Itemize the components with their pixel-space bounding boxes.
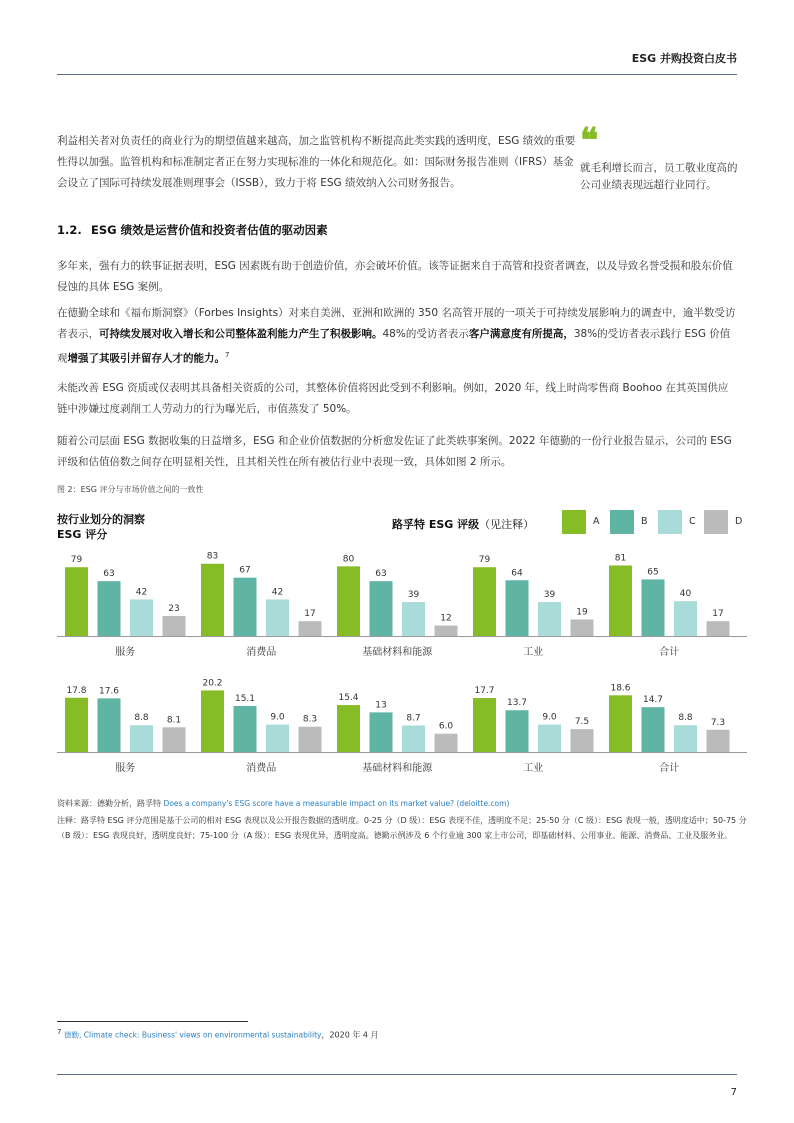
bar-value-label: 8.8 bbox=[134, 713, 149, 724]
bar-消费品-A bbox=[201, 564, 224, 636]
legend-label-a: A bbox=[593, 516, 600, 527]
bar-消费品-B bbox=[234, 706, 257, 752]
category-label: 消费品 bbox=[246, 763, 277, 774]
bar-value-label: 17.7 bbox=[474, 686, 495, 697]
footnote-date: ，2020 年 4 月 bbox=[321, 1030, 379, 1040]
bar-工业-D bbox=[571, 619, 594, 636]
bar-value-label: 64 bbox=[511, 568, 523, 579]
bar-value-label: 19 bbox=[576, 607, 588, 618]
bar-value-label: 15.1 bbox=[234, 693, 256, 704]
legend-title-bold: 路孚特 ESG 评级 bbox=[392, 518, 480, 531]
legend-swatch-c bbox=[658, 510, 682, 534]
bar-消费品-B bbox=[234, 578, 257, 636]
source-label: 资料来源：德勤分析，路孚特 bbox=[57, 799, 164, 808]
bar-工业-C bbox=[538, 602, 561, 636]
bar-value-label: 83 bbox=[206, 551, 219, 562]
bar-合计-D bbox=[707, 730, 730, 752]
para3-text-2: 48%的受访者表示 bbox=[382, 328, 469, 340]
section-title: ESG 绩效是运营价值和投资者估值的驱动因素 bbox=[91, 223, 328, 237]
bar-基础材料和能源-D bbox=[435, 626, 458, 636]
bar-合计-B bbox=[642, 579, 665, 636]
legend-swatch-d bbox=[704, 510, 728, 534]
paragraph-1: 利益相关者对负责任的商业行为的期望值越来越高，加之监管机构不断提高此类实践的透明度，ESG 绩效的重要性得以加强。监管机构和标准制定者正在努力实现标准的一体化和规范化。如：国际财务报告准则（IFRS）基金会设立了国际可持续发展准则理事会（ISSB），致力于将 ESG 绩效纳入公司财务报告。 bbox=[57, 135, 576, 189]
bar-服务-A bbox=[65, 698, 88, 752]
bar-value-label: 81 bbox=[614, 553, 627, 564]
paragraph-2: 多年来，强有力的轶事证据表明，ESG 因素既有助于创造价值，亦会破坏价值。该等证据来自于高管和投资者调查，以及导致名誉受损和股东价值侵蚀的具体 ESG 案例。 bbox=[57, 260, 733, 293]
valuation-multiple-chart bbox=[57, 670, 747, 780]
bar-消费品-C bbox=[266, 725, 289, 752]
para3-bold-3: 增强了其吸引并留存人才的能力。 bbox=[67, 352, 225, 365]
bar-value-label: 39 bbox=[407, 590, 420, 601]
quote-icon: ❝ bbox=[580, 121, 599, 161]
bar-基础材料和能源-D bbox=[435, 734, 458, 752]
bar-服务-C bbox=[130, 599, 153, 636]
bar-value-label: 80 bbox=[342, 554, 355, 565]
header-title: ESG 并购投资白皮书 bbox=[631, 52, 737, 65]
footnote-divider bbox=[57, 1021, 248, 1022]
bar-value-label: 17.8 bbox=[66, 685, 87, 696]
bar-value-label: 42 bbox=[135, 587, 148, 598]
bar-工业-C bbox=[538, 725, 561, 752]
bar-value-label: 17 bbox=[712, 609, 724, 620]
bar-value-label: 13 bbox=[375, 700, 387, 711]
legend-label-b: B bbox=[641, 516, 648, 527]
legend-swatch-a bbox=[562, 510, 586, 534]
para3-text-3: 38%的受访者表示践行 ESG 价值观 bbox=[57, 328, 731, 365]
category-label: 合计 bbox=[659, 647, 680, 658]
bar-value-label: 42 bbox=[271, 587, 284, 598]
para3-bold-2: 客户满意度有所提高， bbox=[468, 328, 574, 340]
bar-value-label: 79 bbox=[478, 555, 491, 566]
para3-text-1: 在德勤全球和《福布斯洞察》（Forbes Insights）对来自美洲、亚洲和欧洲的 350 名高管开展的一项关于可持续发展影响力的调查中，逾半数受访者表示， bbox=[57, 307, 736, 340]
bar-消费品-D bbox=[299, 727, 322, 752]
bar-合计-C bbox=[674, 725, 697, 752]
paragraph-5: 随着公司层面 ESG 数据收集的日益增多，ESG 和企业价值数据的分析愈发佐证了此类轶事案例。2022 年德勤的一份行业报告显示，公司的 ESG 评级和估值倍数之间存在明显相关性，且其相关性在所有被估行业中表现一致，具体如图 2 所示。 bbox=[57, 435, 732, 468]
bar-value-label: 39 bbox=[543, 590, 556, 601]
bar-合计-B bbox=[642, 707, 665, 752]
footnote-ref[interactable]: 7 bbox=[225, 351, 230, 359]
bar-value-label: 18.6 bbox=[610, 683, 631, 694]
footnote-link[interactable]: 德勤, Climate check: Business' views on environmental sustainability bbox=[64, 1030, 322, 1040]
bar-value-label: 15.4 bbox=[338, 693, 359, 704]
category-label: 消费品 bbox=[246, 647, 277, 658]
legend-title-note: （见注释） bbox=[479, 518, 535, 531]
chart-heading-line1: 按行业划分的洞察 bbox=[57, 513, 145, 526]
bar-value-label: 23 bbox=[168, 603, 180, 614]
bar-服务-B bbox=[98, 698, 121, 752]
page-number: 7 bbox=[730, 1087, 737, 1098]
legend-swatch-b bbox=[610, 510, 634, 534]
chart-heading-line2: ESG 评分 bbox=[57, 528, 108, 541]
bar-工业-B bbox=[506, 710, 529, 752]
category-label: 工业 bbox=[523, 647, 544, 658]
bar-服务-C bbox=[130, 725, 153, 752]
bar-工业-B bbox=[506, 580, 529, 636]
footer-divider bbox=[57, 1074, 737, 1075]
bar-基础材料和能源-C bbox=[402, 725, 425, 752]
paragraph-4: 未能改善 ESG 资质或仅表明其具备相关资质的公司，其整体价值将因此受到不利影响。例如，2020 年，线上时尚零售商 Boohoo 在其英国供应链中涉嫌过度剥削工人劳动力的行为曝光后，市值蒸发了 50%。 bbox=[57, 382, 729, 415]
paragraph-3 bbox=[57, 303, 737, 370]
bar-工业-A bbox=[473, 698, 496, 752]
bar-value-label: 8.1 bbox=[166, 715, 182, 726]
bar-服务-D bbox=[163, 616, 186, 636]
category-label: 合计 bbox=[659, 763, 680, 774]
footnote-number: 7 bbox=[57, 1028, 62, 1036]
bar-value-label: 6.0 bbox=[438, 721, 454, 732]
category-label: 服务 bbox=[115, 763, 136, 774]
bar-消费品-C bbox=[266, 599, 289, 636]
bar-value-label: 9.0 bbox=[270, 712, 285, 723]
bar-服务-A bbox=[65, 567, 88, 636]
bar-服务-B bbox=[98, 581, 121, 636]
bar-基础材料和能源-B bbox=[370, 712, 393, 752]
bar-消费品-D bbox=[299, 621, 322, 636]
chart-heading bbox=[57, 512, 145, 542]
bar-工业-D bbox=[571, 729, 594, 752]
bar-基础材料和能源-C bbox=[402, 602, 425, 636]
header-divider bbox=[57, 74, 737, 75]
category-label: 基础材料和能源 bbox=[362, 763, 433, 774]
source-line bbox=[57, 798, 509, 809]
bar-消费品-A bbox=[201, 690, 224, 752]
bar-value-label: 17.6 bbox=[98, 686, 120, 697]
bar-基础材料和能源-A bbox=[337, 705, 360, 752]
bar-合计-D bbox=[707, 621, 730, 636]
figure-caption: 图 2：ESG 评分与市场价值之间的一致性 bbox=[57, 485, 204, 494]
category-label: 服务 bbox=[115, 647, 136, 658]
section-number: 1.2. bbox=[57, 223, 82, 237]
bar-value-label: 65 bbox=[647, 567, 659, 578]
bar-合计-C bbox=[674, 601, 697, 636]
bar-value-label: 63 bbox=[375, 569, 387, 580]
legend-label-d: D bbox=[735, 516, 743, 527]
bar-value-label: 7.3 bbox=[710, 717, 726, 728]
bar-合计-A bbox=[609, 695, 632, 752]
bar-value-label: 67 bbox=[239, 565, 251, 576]
bar-value-label: 8.8 bbox=[678, 713, 693, 724]
section-heading bbox=[57, 222, 328, 238]
category-label: 工业 bbox=[523, 763, 544, 774]
bar-value-label: 63 bbox=[103, 569, 115, 580]
bar-value-label: 40 bbox=[679, 589, 692, 600]
chart-note: 注释：路孚特 ESG 评分范围是基于公司的相对 ESG 表现以及公开报告数据的透明度。0-25 分（D 级）：ESG 表现不佳，透明度不足；25-50 分（C 级）：ESG 表现一般，透明度适中；50-75 分（B 级）：ESG 表现良好，透明度良好；75-100 分（A 级）：ESG 表现优异，透明度高。德勤示例涉及 6 个行业逾 300 家上市公司，即基础材料、公用事业、能源、消费品、工业及服务业。 bbox=[57, 816, 747, 840]
legend-title bbox=[392, 516, 534, 532]
bar-value-label: 20.2 bbox=[202, 678, 223, 689]
bar-合计-A bbox=[609, 565, 632, 636]
bar-基础材料和能源-A bbox=[337, 566, 360, 636]
bar-value-label: 8.7 bbox=[406, 713, 421, 724]
bar-value-label: 79 bbox=[70, 555, 83, 566]
bar-value-label: 17 bbox=[304, 609, 316, 620]
bar-value-label: 12 bbox=[440, 613, 452, 624]
footnote bbox=[57, 1028, 379, 1041]
para3-bold-1: 可持续发展对收入增长和公司整体盈利能力产生了积极影响。 bbox=[99, 328, 383, 340]
bar-服务-D bbox=[163, 727, 186, 752]
pull-quote: 就毛利增长而言，员工敬业度高的公司业绩表现远超行业同行。 bbox=[580, 162, 738, 191]
esg-score-chart bbox=[57, 545, 747, 665]
bar-工业-A bbox=[473, 567, 496, 636]
bar-value-label: 7.5 bbox=[574, 717, 590, 728]
bar-value-label: 9.0 bbox=[542, 712, 557, 723]
bar-基础材料和能源-B bbox=[370, 581, 393, 636]
bar-value-label: 8.3 bbox=[302, 714, 318, 725]
source-link[interactable]: Does a company's ESG score have a measurable impact on its market value? (deloitte.com) bbox=[163, 799, 510, 808]
bar-value-label: 14.7 bbox=[642, 695, 664, 706]
bar-value-label: 13.7 bbox=[506, 698, 528, 709]
chart-legend bbox=[562, 510, 742, 534]
category-label: 基础材料和能源 bbox=[362, 647, 433, 658]
legend-label-c: C bbox=[689, 516, 696, 527]
